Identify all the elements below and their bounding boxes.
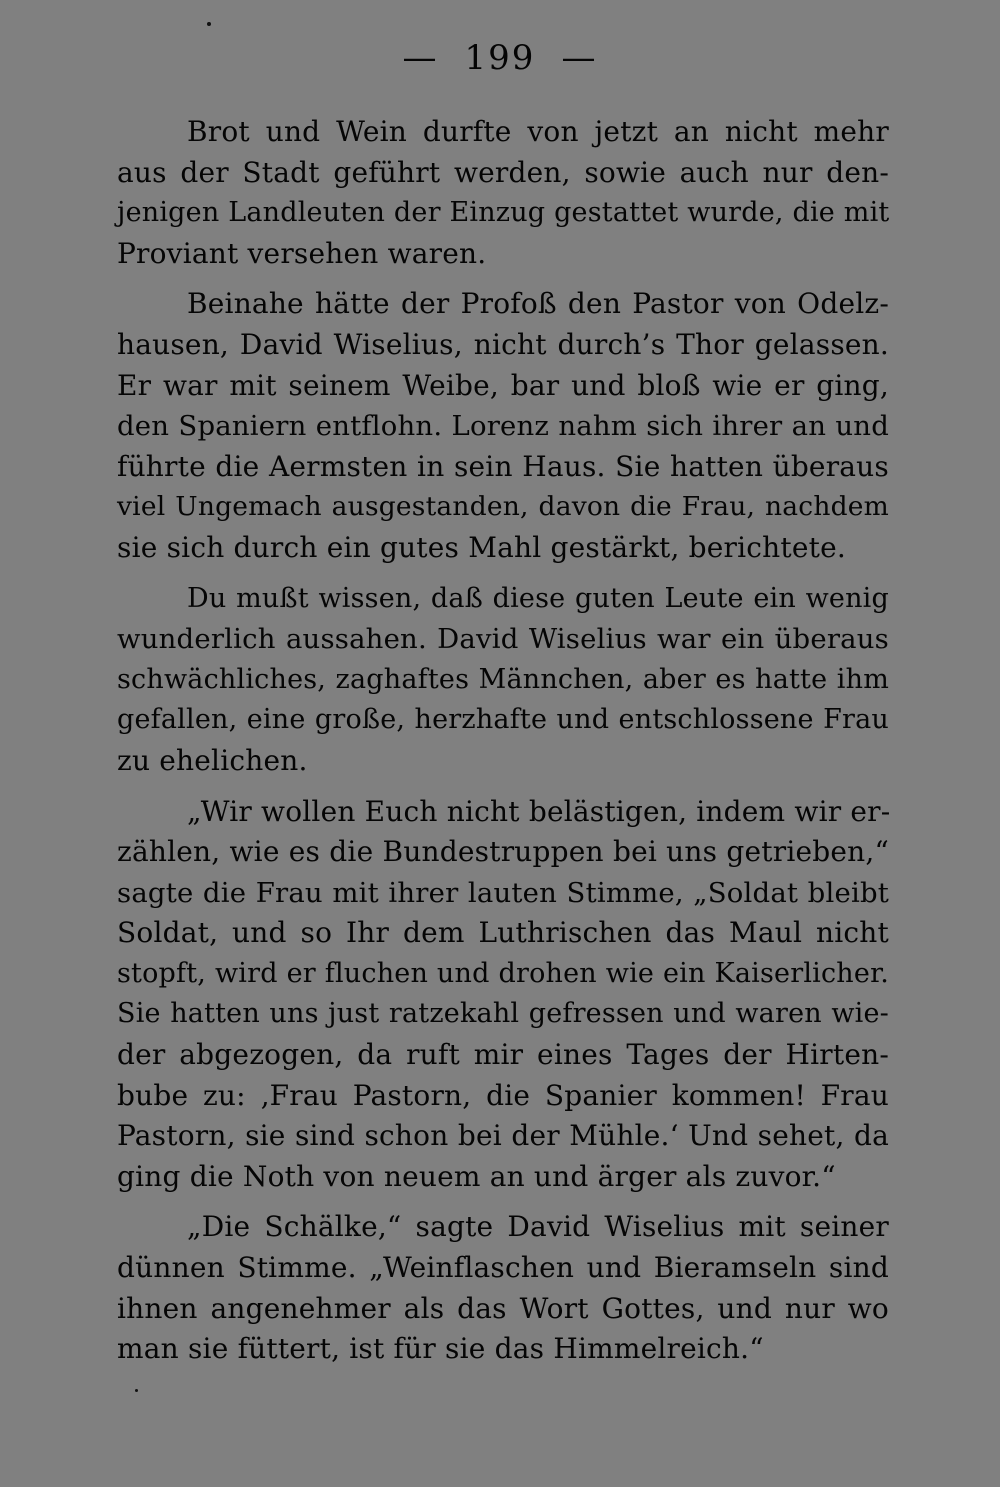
paragraph-4 [117, 792, 889, 1198]
text-line: „Die Schälke,“ sagte David Wiselius mit seiner [187, 1210, 889, 1244]
text-line: jenigen Landleuten der Einzug gestattet wurde, die mit [117, 197, 890, 229]
text-line: zu ehelichen. [117, 743, 308, 777]
paragraph-3 [117, 579, 889, 782]
text-line: den Spaniern entflohn. Lorenz nahm sich ihrer an und [117, 410, 889, 443]
text-line: zählen, wie es die Bundestruppen bei uns getrieben,“ [117, 835, 889, 869]
text-line: Brot und Wein durfte von jetzt an nicht mehr [187, 115, 889, 148]
text-line: Du mußt wissen, daß diese guten Leute ein wenig [187, 582, 889, 614]
text-line: man sie füttert, ist für sie das Himmelreich.“ [117, 1332, 764, 1366]
text-line: ging die Noth von neuem an und ärger als zuvor.“ [117, 1159, 836, 1193]
text-line: Sie hatten uns just ratzekahl gefressen und waren wie- [117, 998, 889, 1030]
text-line: „Wir wollen Euch nicht belästigen, indem wir er- [187, 794, 891, 828]
print-speck [135, 1389, 138, 1392]
header-dash-left: — [402, 38, 439, 78]
text-line: Pastorn, sie sind schon bei der Mühle.‘ Und sehet, da [117, 1119, 889, 1153]
text-line: viel Ungemach ausgestanden, davon die Frau, nachdem [117, 491, 889, 523]
text-line: gefallen, eine große, herzhafte und entschlossene Frau [117, 704, 889, 736]
print-speck [207, 22, 211, 26]
text-line: ihnen angenehmer als das Wort Gottes, und nur wo [117, 1291, 889, 1325]
text-line: der abgezogen, da ruft mir eines Tages der Hirten- [117, 1038, 889, 1072]
text-line: aus der Stadt geführt werden, sowie auch nur den- [117, 155, 889, 189]
page-header [0, 38, 1000, 78]
paragraph-2 [117, 284, 889, 568]
page-number: 199 [464, 38, 536, 78]
text-line: wunderlich aussahen. David Wiselius war ein überaus [117, 623, 889, 656]
text-line: Proviant versehen waren. [117, 236, 487, 270]
header-dash-right: — [561, 38, 598, 78]
text-line: dünnen Stimme. „Weinflaschen und Bieramseln sind [117, 1251, 889, 1285]
text-line: schwächliches, zaghaftes Männchen, aber es hatte ihm [117, 663, 889, 695]
text-line: Soldat, und so Ihr dem Luthrischen das Maul nicht [117, 916, 889, 950]
text-line: stopft, wird er fluchen und drohen wie ein Kaiserlicher. [117, 957, 889, 989]
paragraph-1 [117, 112, 889, 274]
text-line: Er war mit seinem Weibe, bar und bloß wie er ging, [117, 368, 889, 402]
text-line: führte die Aermsten in sein Haus. Sie hatten überaus [117, 449, 889, 483]
text-line: sie sich durch ein gutes Mahl gestärkt, berichtete. [117, 530, 846, 564]
page-body [117, 112, 889, 1380]
text-line: bube zu: ‚Frau Pastorn, die Spanier kommen! Frau [117, 1078, 889, 1112]
text-line: hausen, David Wiselius, nicht durch’s Thor gelassen. [117, 327, 889, 361]
paragraph-5 [117, 1207, 889, 1369]
text-line: sagte die Frau mit ihrer lauten Stimme, „Soldat bleibt [117, 876, 889, 909]
text-line: Beinahe hätte der Profoß den Pastor von Odelz- [187, 287, 889, 321]
